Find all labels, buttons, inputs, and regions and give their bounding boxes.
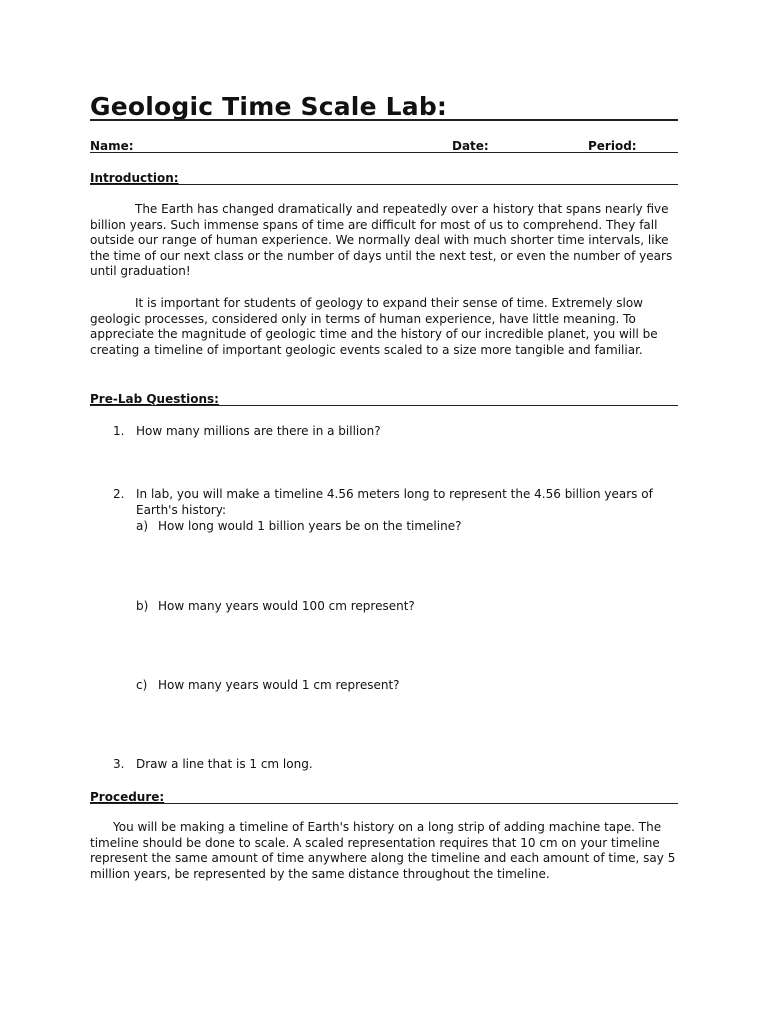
- procedure-rule: [90, 803, 678, 804]
- question-2c-letter: c): [136, 678, 148, 692]
- prelab-rule: [90, 405, 678, 406]
- prelab-heading: Pre-Lab Questions:: [90, 392, 219, 406]
- procedure-heading: Procedure:: [90, 790, 165, 804]
- question-2a-text: How long would 1 billion years be on the timeline?: [158, 519, 462, 533]
- question-3-text: Draw a line that is 1 cm long.: [136, 757, 313, 771]
- question-2-number: 2.: [113, 487, 125, 501]
- period-label: Period:: [588, 139, 637, 153]
- question-2c-text: How many years would 1 cm represent?: [158, 678, 400, 692]
- question-2b-text: How many years would 100 cm represent?: [158, 599, 415, 613]
- page-title: Geologic Time Scale Lab:: [90, 92, 448, 121]
- question-3-number: 3.: [113, 757, 125, 771]
- name-date-period-line[interactable]: [90, 152, 678, 153]
- question-2-text: In lab, you will make a timeline 4.56 meters long to represent the 4.56 billion years of Earth's history:: [136, 487, 653, 517]
- procedure-paragraph: You will be making a timeline of Earth's history on a long strip of adding machine tape. The timeline should be done to scale. A scaled representation requires that 10 cm on your timeline represent the same amount of time anywhere along the timeline and each amount of time, say 5 million years, be represented by the same distance throughout the timeline.: [90, 820, 676, 881]
- date-label: Date:: [452, 139, 489, 153]
- question-2a-letter: a): [136, 519, 149, 533]
- introduction-rule: [90, 184, 678, 185]
- intro-paragraph-2: It is important for students of geology to expand their sense of time. Extremely slow geologic processes, considered only in terms of human experience, have little meaning. To appreciate the magnitude of geologic time and the history of our incredible planet, you will be creating a timeline of important geologic events scaled to a size more tangible and familiar.: [90, 296, 658, 357]
- title-underline: [90, 119, 678, 121]
- question-1-text: How many millions are there in a billion?: [136, 424, 381, 438]
- introduction-heading: Introduction:: [90, 171, 179, 185]
- intro-paragraph-1: The Earth has changed dramatically and repeatedly over a history that spans nearly five billion years. Such immense spans of time are difficult for most of us to comprehend. They fall outside our range of human experience. We normally deal with much shorter time intervals, like the time of our next class or the number of days until the next test, or even the number of years until graduation!: [90, 202, 673, 278]
- question-1-number: 1.: [113, 424, 125, 438]
- question-2b-letter: b): [136, 599, 149, 613]
- name-label: Name:: [90, 139, 134, 153]
